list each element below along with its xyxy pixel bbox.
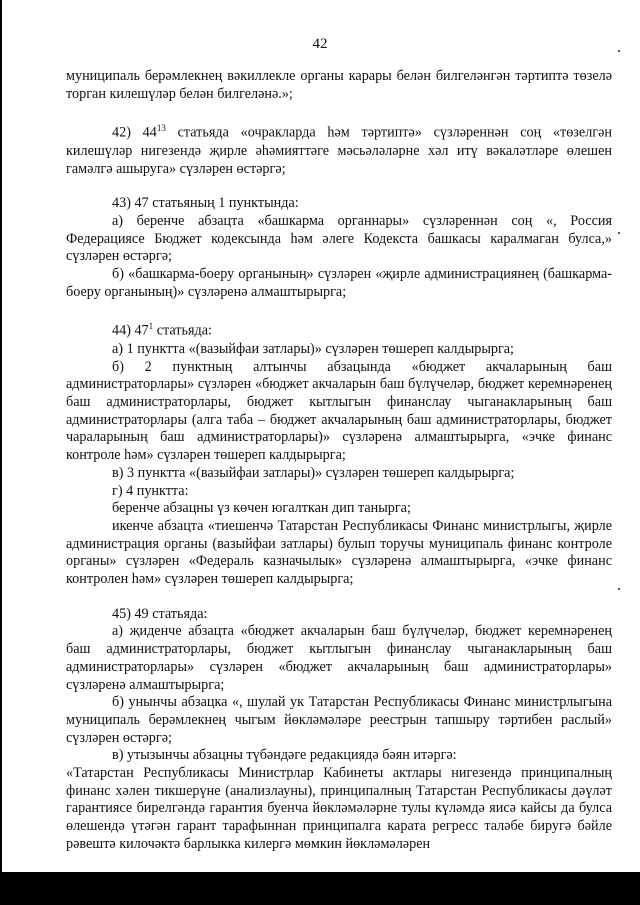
item-42-number: 42) 44: [112, 125, 157, 142]
item-44-text: статьяда:: [153, 323, 212, 340]
paragraph: б) 2 пунктның алтынчы абзацында «бюджет акчаларының баш администраторлары» сүзләрен «бюджет акчаларын баш бүлүчеләр, бюджет керемнәренең баш администраторлары, бюджет кытлыгын финанслау чыганакларының баш администраторлары (алга таба – бюджет акчаларының баш администраторлары, бюджет чараларының баш администраторлары)» сүзләренә алмаштырырга, «эчке финанс контроле һәм» сүзләрен төшереп калдырырга;: [66, 358, 612, 464]
paragraph: а) җиденче абзацта «бюджет акчаларын баш бүлүчеләр, бюджет керемнәренең баш администраторлары, бюджет кытлыгын финанслау чыганакларының баш администраторлары» сүзләрен «бюджет акчаларының баш администраторлары» сүзләренә алмаштырырга;: [66, 623, 612, 693]
item-44-superscript: 1: [148, 321, 154, 332]
paragraph-44-heading: [66, 318, 612, 340]
page-number: 42: [312, 36, 328, 52]
paragraph: в) утызынчы абзацны түбәндәге редакциядә бәян итәргә:: [112, 747, 457, 764]
scan-edge-left: [0, 0, 2, 872]
item-42-superscript: 13: [156, 123, 166, 134]
paragraph: г) 4 пунктта:: [112, 482, 189, 499]
quoted-paragraph: «Татарстан Республикасы Министрлар Кабинеты актлары нигезендә принципалның финанс хәлен тикшерүне (анализлауны), принципалның Татарстан Республикасы дәүләт гарантиясе бирелгәндә гарантия буенча йөкләмәләрне тулы күләмдә яисә кайсы да булса өлешендә үтәгән гарант тарафыннан принципалга карата регресс таләбе биругә бәйле рәвештә килочәктә барлыкка килергә мөмкин йөкләмәләрен: [66, 765, 612, 852]
paragraph: икенче абзацта «тиешенчә Татарстан Республикасы Финанс министрлыгы, җирле администрация органы (вазыйфаи затлары) булып торучы муниципаль финанс контроле органы» сүзләрен «Федераль казначылык» сүзләренә алмаштырырга, «эчке финанс контролен һәм» сүзләрен төшереп калдырырга;: [66, 517, 612, 588]
paragraph-43-heading: 43) 47 статьяның 1 пунктында:: [112, 195, 299, 212]
item-44-number: 44) 47: [112, 323, 149, 340]
paragraph: муниципаль берәмлекнең вәкиллекле органы карары белән билгеләнгән тәртиптә төзелә торган килешүләр белән билгеләнә.»;: [66, 68, 612, 102]
paragraph-45-heading: 45) 49 статьяда:: [112, 605, 208, 622]
paragraph: б) «башкарма-боеру органының» сүзләрен «җирле администрациянең (башкарма-боеру органының)» сүзләренә алмаштырырга;: [66, 266, 612, 300]
paragraph-42: [66, 120, 612, 178]
item-42-text: статьяда «очракларда һәм тәртиптә» сүзләреннән соң «төзелгән килешүләр нигезендә җирле әһәмияттәге мәсьәләләрне хәл итү вәкаләтләре өлешен гамәлгә ашыруга» сүзләрен өстәргә;: [66, 125, 612, 177]
paragraph: а) беренче абзацта «башкарма органнары» сүзләреннән соң «, Россия Федерациясе Бюджет кодексында һәм әлеге Кодекста башкасы каралмаган булса,» сүзләрен өстәргә;: [66, 212, 612, 265]
paragraph: в) 3 пунктта «(вазыйфаи затлары)» сүзләрен төшереп калдырырга;: [112, 464, 515, 481]
paragraph: беренче абзацны үз көчен югалткан дип танырга;: [112, 500, 411, 517]
paragraph: б) унынчы абзацка «, шулай ук Татарстан Республикасы Финанс министрлыгына муниципаль берәмлекнең чыгым йөкләмәләре реестрын тапшыру тәртибен раслый» сүзләрен өстәргә;: [66, 694, 612, 746]
scan-dot: [618, 232, 620, 234]
document-body: [66, 68, 612, 854]
scan-dot: [618, 588, 620, 590]
paragraph: а) 1 пунктта «(вазыйфаи затлары)» сүзләрен төшереп калдырырга;: [112, 340, 515, 357]
scan-bottom-bar: [0, 872, 640, 905]
